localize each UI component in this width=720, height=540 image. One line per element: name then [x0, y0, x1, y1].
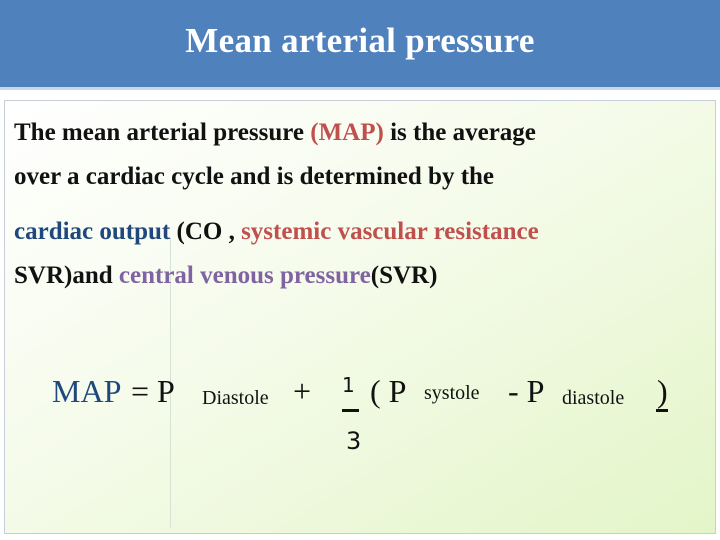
formula-close-underline	[656, 409, 668, 412]
formula-fraction-bar	[342, 409, 359, 412]
formula-sub-diastole-2: diastole	[562, 387, 625, 409]
paragraph-line-1	[14, 111, 714, 155]
formula-fraction-numerator: 1	[342, 373, 355, 397]
formula-fraction-denominator: 3	[346, 427, 362, 455]
paragraph-determinants	[14, 210, 714, 298]
slide-title-bar	[0, 0, 720, 90]
formula-plus: +	[293, 373, 312, 409]
paragraph-definition	[14, 111, 714, 199]
term-svr: systemic vascular resistance	[241, 218, 539, 245]
map-abbreviation: (MAP)	[310, 119, 384, 146]
term-co: (CO ,	[170, 218, 242, 245]
definition-text-end: is the average	[383, 119, 536, 146]
formula-equals-p: = P	[131, 373, 175, 409]
formula-minus-p: - P	[508, 373, 545, 409]
formula-open-p: ( P	[370, 373, 407, 409]
paragraph-line-2: over a cardiac cycle and is determined by the	[14, 163, 495, 190]
slide-title: Mean arterial pressure	[185, 20, 535, 60]
formula-close-paren: )	[657, 373, 668, 409]
formula-map: MAP	[52, 373, 122, 409]
formula-sub-systole: systole	[424, 382, 480, 404]
definition-text: The mean arterial pressure	[14, 119, 311, 146]
term-cvp-abbrev: (SVR)	[370, 262, 438, 289]
paragraph-line-4	[14, 254, 714, 298]
term-svr-abbrev: SVR)and	[14, 262, 119, 289]
term-cvp: central venous pressure	[118, 262, 371, 289]
formula-sub-diastole: Diastole	[202, 387, 269, 409]
paragraph-line-3	[14, 210, 714, 254]
term-cardiac-output: cardiac output	[14, 218, 171, 245]
